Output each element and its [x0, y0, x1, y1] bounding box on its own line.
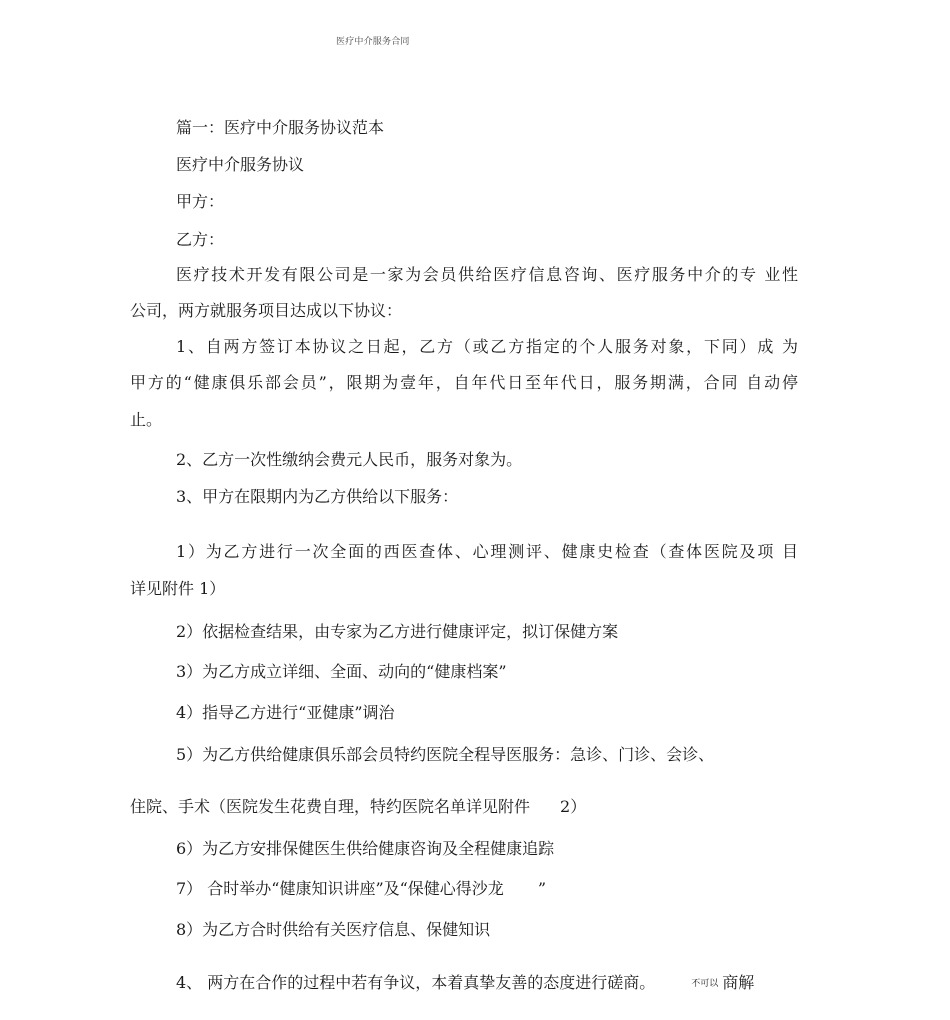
heading-2: 医疗中介服务协议: [176, 155, 305, 174]
clause-4-text: 4、 两方在合作的过程中若有争议，本着真挚友善的态度进行磋商。: [176, 973, 656, 992]
clause-3: 3、甲方在限期内为乙方供给以下服务：: [176, 487, 459, 506]
intro-line-1: 医疗技术开发有限公司是一家为会员供给医疗信息咨询、医疗服务中介的专 业性: [176, 265, 798, 284]
item-7: [176, 879, 798, 899]
item-5-line-1: 5）为乙方供给健康俱乐部会员特约医院全程导医服务：急诊、门诊、会诊、: [176, 745, 715, 764]
item-7-quote: ”: [537, 879, 546, 898]
item-1-line-2: 详见附件 1）: [130, 579, 226, 598]
item-4: 4）指导乙方进行“亚健康”调治: [176, 703, 395, 722]
heading-1: 篇一：医疗中介服务协议范本: [176, 118, 385, 137]
intro-line-2: 公司，两方就服务项目达成以下协议：: [130, 301, 403, 320]
clause-2: 2、乙方一次性缴纳会费元人民币，服务对象为。: [176, 450, 523, 469]
item-6: 6）为乙方安排保健医生供给健康咨询及全程健康追踪: [176, 839, 555, 858]
clause-1-line-2: 甲方的“健康俱乐部会员”，限期为壹年，自年代日至年代日，服务期满，合同 自动停: [130, 373, 798, 392]
running-header: 医疗中介服务合同: [336, 37, 410, 47]
item-3: 3）为乙方成立详细、全面、动向的“健康档案”: [176, 662, 507, 681]
item-5-line-2-ref: 2）: [560, 797, 587, 816]
item-5-line-2-text: 住院、手术（医院发生花费自理，特约医院名单详见附件: [130, 797, 531, 816]
party-b: 乙方：: [176, 230, 225, 249]
clause-4-small-text: 不可以: [691, 978, 719, 989]
item-1-line-1: 1）为乙方进行一次全面的西医查体、心理测评、健康史检查（查体医院及项 目: [176, 542, 798, 561]
clause-4: [176, 973, 798, 994]
item-5-line-2: [130, 797, 798, 817]
clause-4-tail: 商解: [722, 973, 755, 992]
item-7-text: 7） 合时举办“健康知识讲座”及“保健心得沙龙: [176, 879, 504, 898]
party-a: 甲方：: [176, 192, 225, 211]
clause-1-line-1: 1、自两方签订本协议之日起，乙方（或乙方指定的个人服务对象，下同）成 为: [176, 337, 798, 356]
clause-1-line-3: 止。: [130, 410, 163, 429]
item-2: 2）依据检查结果，由专家为乙方进行健康评定，拟订保健方案: [176, 622, 619, 641]
item-8: 8）为乙方合时供给有关医疗信息、保健知识: [176, 920, 491, 939]
